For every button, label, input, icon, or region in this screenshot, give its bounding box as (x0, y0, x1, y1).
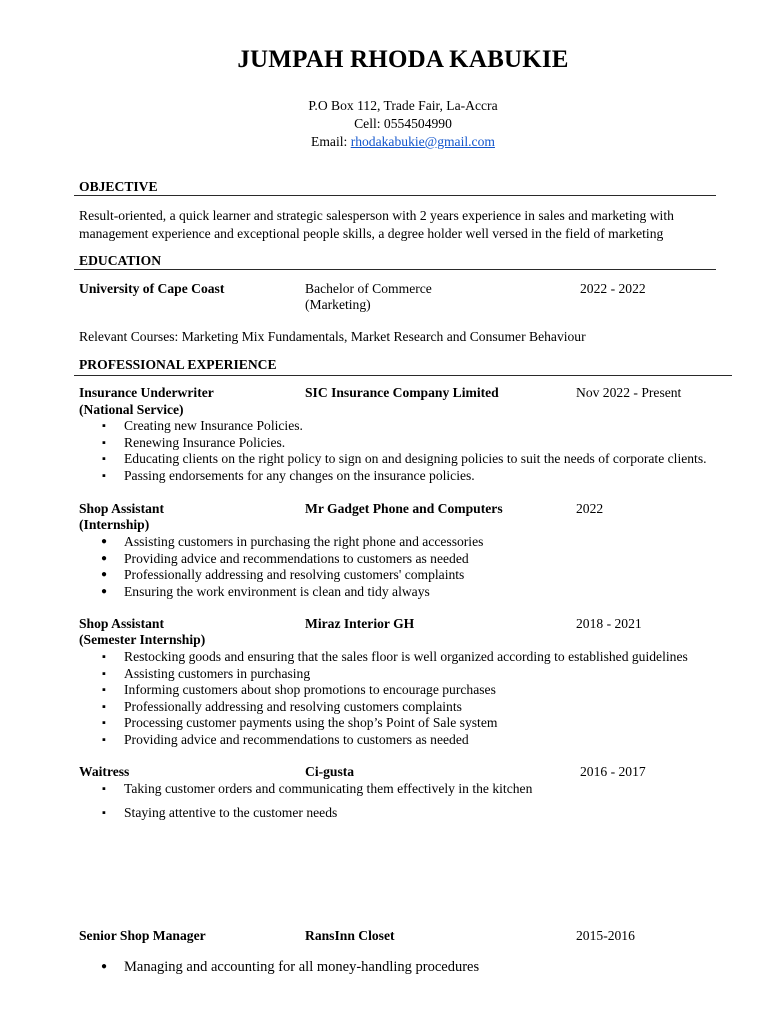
objective-line-2: management experience and exceptional people skills, a degree holder well versed in the field of marketing (79, 226, 664, 241)
list-item: ▪ Taking customer orders and communicating them effectively in the kitchen (100, 781, 532, 798)
list-item: ▪ Staying attentive to the customer needs (100, 805, 532, 822)
degree: Bachelor of Commerce (305, 281, 432, 296)
job-company: Miraz Interior GH (305, 616, 415, 631)
list-item: ● Providing advice and recommendations to customers as needed (100, 551, 483, 568)
job-dates: 2016 - 2017 (580, 764, 646, 779)
list-item: ▪ Processing customer payments using the shop’s Point of Sale system (100, 715, 688, 732)
list-item: ▪ Informing customers about shop promotions to encourage purchases (100, 682, 688, 699)
job-role: Insurance Underwriter (79, 385, 214, 400)
experience-heading: PROFESSIONAL EXPERIENCE (79, 357, 277, 372)
experience-rule (74, 375, 732, 376)
job-bullet-list (100, 781, 532, 821)
job-role: Shop Assistant (79, 501, 165, 516)
email-label: Email: (311, 134, 351, 149)
objective-rule (74, 195, 716, 196)
job-dates: 2015-2016 (576, 928, 635, 943)
job-role: Senior Shop Manager (79, 928, 206, 943)
objective-heading: OBJECTIVE (79, 179, 158, 194)
list-item: ● Ensuring the work environment is clean and tidy always (100, 584, 483, 601)
job-dates: 2018 - 2021 (576, 616, 642, 631)
job-dates: Nov 2022 - Present (576, 385, 682, 400)
job-bullet-list (100, 418, 707, 484)
list-item: ● Assisting customers in purchasing the right phone and accessories (100, 534, 483, 551)
job-bullet-list (100, 649, 688, 748)
list-item: ▪ Renewing Insurance Policies. (100, 435, 707, 452)
school-name: University of Cape Coast (79, 281, 225, 296)
cell-phone: Cell: 0554504990 (354, 116, 452, 131)
job-subtitle: (Semester Internship) (79, 632, 206, 647)
education-rule (74, 269, 716, 270)
job-company: Ci-gusta (305, 764, 355, 779)
job-bullet-list (100, 534, 483, 600)
job-role: Shop Assistant (79, 616, 165, 631)
job-company: Mr Gadget Phone and Computers (305, 501, 503, 516)
list-item: ▪ Passing endorsements for any changes on the insurance policies. (100, 468, 707, 485)
job-bullet-list (100, 959, 479, 976)
list-item: ▪ Assisting customers in purchasing (100, 666, 688, 683)
list-item: ▪ Restocking goods and ensuring that the sales floor is well organized according to established guidelines (100, 649, 688, 666)
job-company: RansInn Closet (305, 928, 395, 943)
education-heading: EDUCATION (79, 253, 162, 268)
list-item: ▪ Providing advice and recommendations to customers as needed (100, 732, 688, 749)
job-role: Waitress (79, 764, 130, 779)
degree-major: (Marketing) (305, 297, 371, 312)
job-subtitle: (National Service) (79, 402, 184, 417)
address: P.O Box 112, Trade Fair, La-Accra (308, 98, 498, 113)
job-subtitle: (Internship) (79, 517, 150, 532)
relevant-courses: Relevant Courses: Marketing Mix Fundamentals, Market Research and Consumer Behaviour (79, 329, 586, 344)
objective-line-1: Result-oriented, a quick learner and strategic salesperson with 2 years experience in sales and marketing with (79, 208, 674, 223)
email-line (0, 133, 768, 151)
list-item: ▪ Educating clients on the right policy to sign on and designing policies to suit the needs of corporate clients. (100, 451, 707, 468)
job-dates: 2022 (576, 501, 604, 516)
education-dates: 2022 - 2022 (580, 281, 646, 296)
email-link[interactable]: rhodakabukie@gmail.com (350, 134, 495, 149)
list-item: ▪ Creating new Insurance Policies. (100, 418, 707, 435)
list-item: ● Managing and accounting for all money-handling procedures (100, 959, 479, 976)
list-item: ● Professionally addressing and resolving customers' complaints (100, 567, 483, 584)
list-item: ▪ Professionally addressing and resolving customers complaints (100, 699, 688, 716)
job-company: SIC Insurance Company Limited (305, 385, 499, 400)
candidate-name: JUMPAH RHODA KABUKIE (237, 46, 569, 73)
